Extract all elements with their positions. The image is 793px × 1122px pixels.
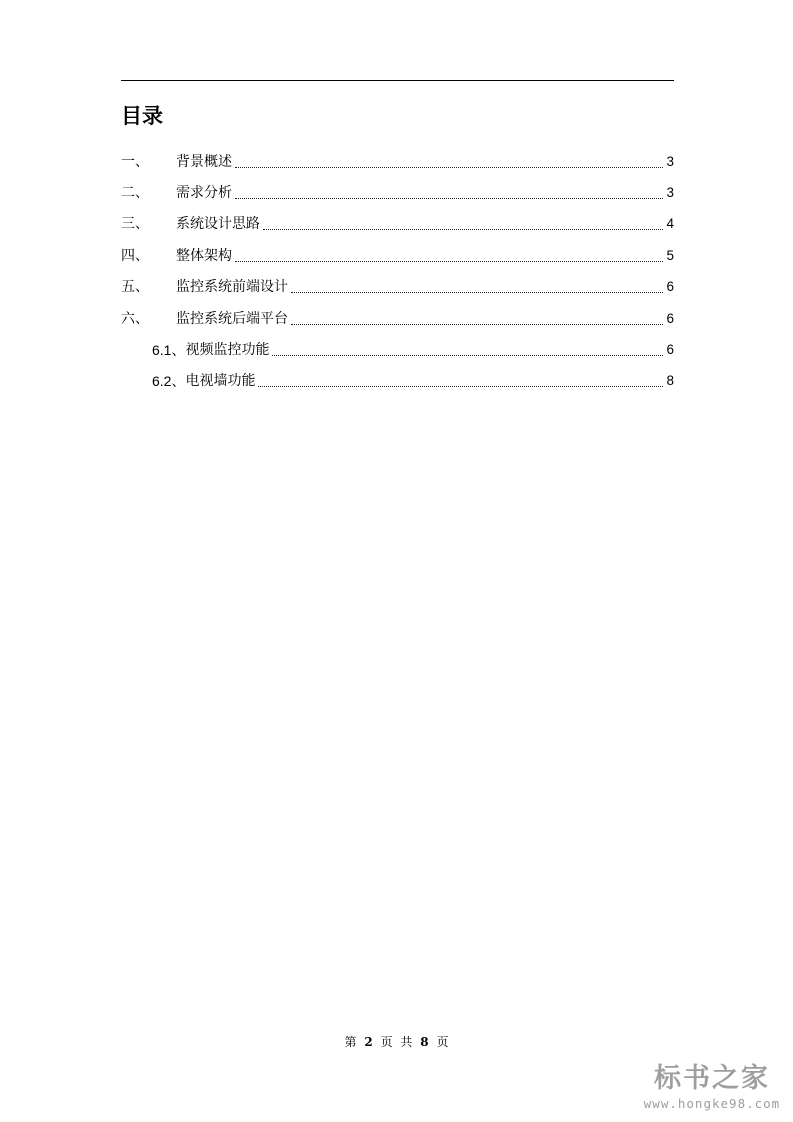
toc-dot-leader bbox=[235, 166, 663, 168]
footer-suffix: 页 bbox=[436, 1035, 449, 1049]
toc-entry-number: 6.2、 bbox=[152, 373, 186, 390]
page-footer bbox=[0, 1033, 793, 1050]
toc-entry[interactable] bbox=[121, 240, 674, 271]
toc-entry-number: 六、 bbox=[121, 310, 149, 327]
toc-subentry[interactable] bbox=[121, 366, 674, 397]
toc-entry[interactable] bbox=[121, 303, 674, 334]
toc-entry-page: 3 bbox=[666, 185, 674, 201]
toc-entry-text: 监控系统后端平台 bbox=[176, 310, 288, 327]
toc-dot-leader bbox=[272, 354, 663, 356]
footer-current-page: 2 bbox=[364, 1035, 373, 1049]
toc-subentry[interactable] bbox=[121, 334, 674, 365]
toc-entry-text: 电视墙功能 bbox=[185, 373, 256, 390]
table-of-contents bbox=[121, 146, 674, 397]
toc-entry-text: 监控系统前端设计 bbox=[176, 279, 288, 296]
watermark-logo: 标书之家 bbox=[654, 1063, 770, 1094]
toc-entry-number: 三、 bbox=[121, 216, 149, 233]
toc-dot-leader bbox=[235, 260, 663, 262]
toc-entry-page: 6 bbox=[666, 279, 674, 295]
toc-entry-page: 8 bbox=[666, 373, 674, 389]
toc-entry-text: 需求分析 bbox=[176, 185, 232, 202]
toc-entry-text: 视频监控功能 bbox=[185, 342, 270, 359]
toc-entry-page: 3 bbox=[666, 153, 674, 169]
footer-prefix: 第 bbox=[344, 1035, 357, 1049]
toc-entry[interactable] bbox=[121, 272, 674, 303]
watermark bbox=[636, 1062, 788, 1112]
toc-dot-leader bbox=[291, 291, 663, 293]
toc-entry-number: 五、 bbox=[121, 279, 149, 296]
toc-entry-number: 6.1、 bbox=[152, 342, 186, 359]
toc-entry[interactable] bbox=[121, 209, 674, 240]
toc-entry[interactable] bbox=[121, 177, 674, 208]
footer-total-pages: 8 bbox=[420, 1035, 429, 1049]
toc-entry-text: 系统设计思路 bbox=[176, 216, 260, 233]
toc-entry-page: 4 bbox=[666, 216, 674, 232]
toc-dot-leader bbox=[235, 197, 663, 199]
toc-dot-leader bbox=[258, 385, 663, 387]
footer-page-word: 页 bbox=[380, 1035, 393, 1049]
toc-entry-number: 一、 bbox=[121, 153, 149, 170]
footer-total-prefix: 共 bbox=[400, 1035, 413, 1049]
toc-entry-text: 整体架构 bbox=[176, 247, 232, 264]
toc-dot-leader bbox=[263, 228, 663, 230]
toc-entry-number: 二、 bbox=[121, 185, 149, 202]
toc-entry-page: 6 bbox=[666, 342, 674, 358]
toc-entry-text: 背景概述 bbox=[176, 153, 232, 170]
toc-entry-page: 6 bbox=[666, 310, 674, 326]
toc-title: 目录 bbox=[121, 104, 163, 128]
toc-entry[interactable] bbox=[121, 146, 674, 177]
toc-entry-number: 四、 bbox=[121, 247, 149, 264]
header-rule bbox=[121, 80, 674, 81]
watermark-url: www.hongke98.com bbox=[643, 1096, 781, 1111]
toc-dot-leader bbox=[291, 323, 663, 325]
toc-entry-page: 5 bbox=[666, 247, 674, 263]
